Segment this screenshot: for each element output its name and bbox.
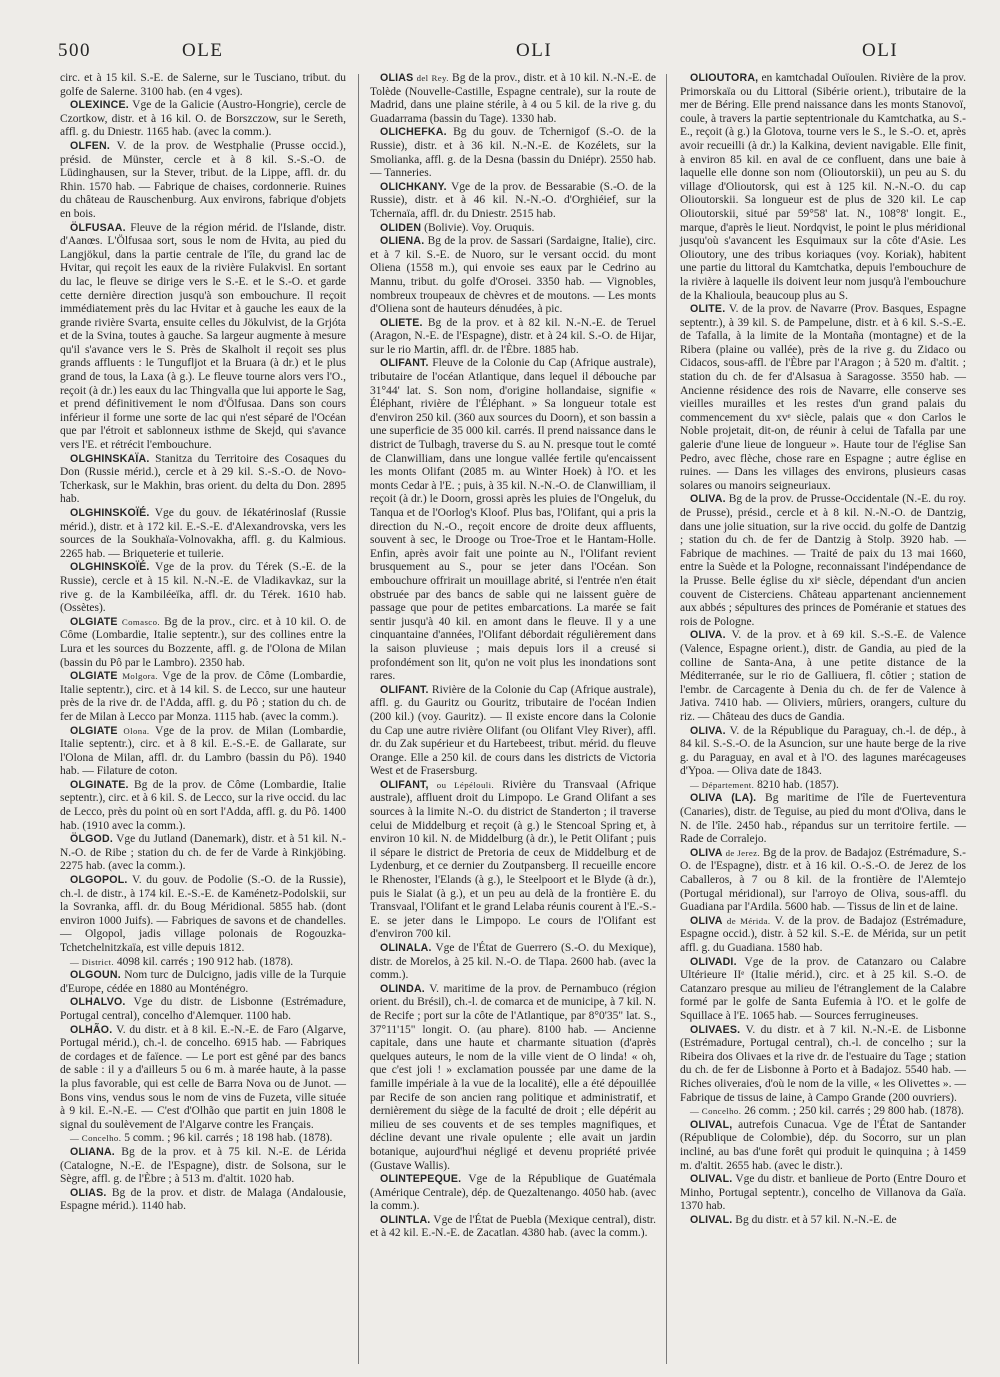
dictionary-entry bbox=[680, 779, 966, 793]
entry-text: 5 comm. ; 96 kil. carrés ; 18 198 hab. (1878). bbox=[124, 1132, 333, 1145]
entry-headword: OLIFANT, bbox=[380, 778, 429, 791]
column-rule-2 bbox=[666, 74, 667, 1364]
dictionary-entry bbox=[680, 847, 966, 915]
entry-qualifier: Comasco. bbox=[121, 616, 160, 627]
entry-headword: ÖLGOD. bbox=[70, 833, 113, 846]
entry-text: 26 comm. ; 250 kil. carrés ; 29 800 hab. (1878). bbox=[744, 1105, 964, 1118]
dictionary-entry bbox=[60, 956, 346, 970]
entry-headword: OLHALVO. bbox=[70, 996, 126, 1009]
dictionary-entry bbox=[60, 670, 346, 724]
entry-headword: OLINTLA. bbox=[380, 1213, 431, 1226]
entry-headword: ÖLFUSAA. bbox=[70, 221, 126, 234]
entry-text: en kamtchadal Ouïoulen. Rivière de la prov. Primorskaïa ou du Littoral (Sibérie orient.), tributaire de la mer de Béring. Elle prend naissance dans les monts Stanovoï, coule, à travers la partie septentrionale du Kamtchatka, au S.-E., reçoit (à g.) la Glotova, tourne vers le S., le S.-O. et, après avoir recueilli (à dr.) la Kalkina, devient navigable. Elle finit, à environ 85 kil. en aval de ce confluent, dans une baie à laquelle elle donne son nom (Olioutorskii), un peu au S. du village d'Olioutorsk, qui est à 125 kil. N.-N.-O. du cap Olioutorskii. Sa longueur est de plus de 320 kil. Le cap Olioutorskii, situé par 59°58' lat. N., 108°8' longit. E., marque, d'après le lieut. Nordqvist, le point le plus méridional jusqu'où s'avancent les Esquimaux sur la côte d'Asie. Les Olioutory, une des tribus koriaques (voy. Koriak), habitent une partie du littoral du Kamtchatka, depuis l'embouchure de la rivière à laquelle ils doivent leur nom jusqu'à l'embouchure de la Khalioula, beaucoup plus au S. bbox=[680, 72, 966, 302]
entry-text: V. maritime de la prov. de Pernambuco (région orient. du Brésil), ch.-l. de comarca et de municipe, à 7 kil. N. de Recife ; port sur la côte de l'Atlantique, par 8°0'35" lat. S., 37°11'15" longit. O. (au phare). 8100 hab. — Ancienne capitale, dans une haute et charmante situation (d'après quelques auteurs, le nom de la ville vient de O linda! « oh, que c'est joli ! » exclamation poussée par une dame de la famille impériale à la vue de la localité), elle a été dépouillée par Recife de son ancien rang politique et administratif, et dernièrement du siège de la faculté de droit ; elle dépérit au milieu de ses couvents et de ses temples magnifiques, et décline devant une rivale opulente ; elle avait un jardin botanique, aujourd'hui négligé et devenu propriété privée (Gustave Wallis). bbox=[370, 982, 656, 1172]
dictionary-entry bbox=[680, 915, 966, 956]
entry-text: Bg de la prov., distr. et à 10 kil. N.-N.-E. de Tolède (Nouvelle-Castille, Espagne centrale), sur la route de Madrid, dans une plaine stérile, à 4 ou 5 kil. de la rive g. du Guadarrama (bassin du Tage). 1330 hab. bbox=[370, 72, 657, 125]
page-number: 500 bbox=[58, 40, 91, 61]
entry-headword: OLEXINCE. bbox=[70, 99, 129, 112]
entry-text: Bg maritime de l'île de Fuerteventura (Canaries), distr. de Teguise, au pied du mont d'Oliva, dans le N. de l'île. 2450 hab., répandus sur un territoire fertile. — Rade de Corralejo. bbox=[680, 792, 966, 846]
entry-text: V. de la République du Paraguay, ch.-l. de dép., à 84 kil. S.-S.-O. de la Asuncion, sur une haute berge de la rive g. du Paraguay, en aval et à l'O. des lagunes marécageuses d'Ypoa. — Oliva date de 1843. bbox=[680, 724, 967, 778]
entry-headword: OLIVA. bbox=[690, 629, 726, 642]
dictionary-entry bbox=[60, 561, 346, 615]
running-head-left: OLE bbox=[182, 40, 224, 61]
entry-text: Vge de la prov. du Térek (S.-E. de la Russie), cercle et à 15 kil. N.-N.-E. de Vladikavkaz, sur la rive g. de la Kambiléeïka, affl. dr. du Térek. 1610 hab. (Ossètes). bbox=[60, 561, 346, 615]
entry-qualifier: ou Lépélouli. bbox=[436, 779, 495, 790]
running-head-center: OLI bbox=[516, 40, 553, 61]
dictionary-entry bbox=[680, 629, 966, 724]
entry-text: Bg de la prov. et distr. de Malaga (Andalousie, Espagne mérid.). 1140 hab. bbox=[60, 1186, 347, 1213]
dictionary-entry bbox=[680, 1024, 966, 1106]
entry-text: V. de la prov. de Badajoz (Estrémadure, Espagne occid.), distr. à 52 kil. S.-E. de Mérida, sur un petit affl. g. du Guadiana. 1580 hab. bbox=[680, 914, 966, 954]
dictionary-entry bbox=[60, 72, 346, 99]
entry-headword: OLIVA (LA). bbox=[690, 792, 757, 805]
entry-headword: OLINALA. bbox=[380, 942, 432, 954]
text-column-right bbox=[680, 72, 966, 1227]
entry-text: Vge de la prov. de Milan (Lombardie, Italie septentr.), circ. et à 8 kil. E.-S.-E. de Gallarate, sur l'Olona de Milan, affl. dr. du Lambro (bassin du Pô). 1940 hab. — Filature de coton. bbox=[60, 724, 346, 778]
entry-text: V. du gouv. de Podolie (S.-O. de la Russie), ch.-l. de distr., à 174 kil. E.-S.-E. de Kaménetz-Podolskii, sur la Sovranka, affl. dr. du Boug Méridional. 5855 hab. (dont environ 1000 Juifs). — Fabriques de savons et de chandelles. — Olgopol, jadis village polonais de Rogouzka-Tchetchelnitzkaïa, est ville depuis 1812. bbox=[60, 874, 346, 954]
entry-text: Vge du Jutland (Danemark), distr. et à 51 kil. N.-N.-O. de Ribe ; station du ch. de fer de Varde à Rinkjöbing. 2275 hab. (avec la comm.). bbox=[60, 833, 346, 873]
dictionary-entry bbox=[680, 493, 966, 629]
dictionary-entry bbox=[60, 725, 346, 779]
running-head-right: OLI bbox=[862, 40, 899, 61]
entry-text: Bg du distr. et à 57 kil. N.-N.-E. de bbox=[735, 1213, 897, 1226]
entry-headword: OLINTEPEQUE. bbox=[380, 1173, 462, 1186]
dictionary-entry bbox=[60, 779, 346, 833]
entry-text: Bg de la prov., circ. et à 10 kil. O. de Côme (Lombardie, Italie septentr.), sur des collines entre la Lura et les sources du Bozzente, affl. g. de l'Olona de Milan (bassin du Pô par le Lambro). 2350 hab. bbox=[60, 615, 347, 669]
entry-text: Vge de la Galicie (Austro-Hongrie), cercle de Czortkow, distr. et à 16 kil. O. de Borszczow, sur le Sereth, affl. g. du Dniestr. 1165 hab. (avec la comm.). bbox=[60, 99, 346, 139]
dictionary-entry bbox=[680, 1119, 966, 1173]
dictionary-entry bbox=[60, 874, 346, 956]
dictionary-entry bbox=[370, 181, 656, 222]
entry-headword: OLIFANT. bbox=[380, 683, 429, 696]
entry-text: Vge de la prov. de Catanzaro ou Calabre Ultérieure IIᵉ (Italie mérid.), circ. et à 25 kil. S.-O. de Catanzaro presque au milieu de l'étranglement de la Calabre formé par le golfe de Santa Eufemia à l'O. et le golfe de Squillace à l'E. 1065 hab. — Sources ferrugineuses. bbox=[680, 955, 966, 1022]
entry-qualifier: de Jerez. bbox=[725, 847, 761, 858]
entry-headword: OLIVA bbox=[690, 914, 723, 927]
entry-headword: OLGHINSKOÏÉ. bbox=[70, 561, 150, 574]
entry-qualifier: Olona. bbox=[123, 725, 150, 736]
entry-text: Vge du distr. et banlieue de Porto (Entre Douro et Minho, Portugal septentr.), concelho de Villanova da Gaïa. 1370 hab. bbox=[680, 1173, 967, 1213]
entry-headword: OLIAS. bbox=[70, 1186, 107, 1199]
entry-text: circ. et à 15 kil. S.-E. de Salerne, sur le Tusciano, tribut. du golfe de Salerne. 3100 hab. (en 4 vges). bbox=[60, 72, 346, 98]
entry-text: Bg de la prov. de Côme (Lombardie, Italie septentr.), circ. et à 6 kil. S. de Lecco, sur la rive occid. du lac de Lecco, près du point où en sort l'Adda, affl. g. du Pô. 1400 hab. (1910 avec la comm.). bbox=[60, 778, 347, 832]
entry-text: V. de la prov. de Navarre (Prov. Basques, Espagne septentr.), à 39 kil. S. de Pampelune, distr. et à 6 kil. S.-S.-E. de Tafalla, à la limite de la Montaña (montagne) et de la Ribera (plaine ou vallée), près de la rive g. du Zidaco ou Cidacos, sous-affl. de l'Èbre par l'Aragon ; à 520 m. d'altit. ; station du ch. de fer d'Alsasua à Saragosse. 3550 hab. — Ancienne résidence des rois de Navarre, elle conserve ses vieilles murailles et les restes d'un grand palais du commencement du xvᵉ siècle, palais que « don Carlos le Noble projetait, dit-on, de réunir à celui de Tafalla par une galerie d'une lieue de longueur ». Haute tour de l'église San Pedro, avec flèche, chose rare en Espagne ; autre église en ruines. — Dans les villages des environs, plusieurs casas solares ou manoirs seigneuriaux. bbox=[680, 303, 966, 492]
entry-text: Fleuve de la Colonie du Cap (Afrique australe), tributaire de l'océan Atlantique, dans lequel il débouche par 31°44' lat. S. Son nom, d'origine hollandaise, signifie « Éléphant, rivière de l'Éléphant. » Sa longueur totale est d'environ 250 kil. (360 aux sources du Doorn), et son bassin a une superficie de 35 000 kil. carrés. Il prend naissance dans le district de Tulbagh, traverse du S. au N. presque tout le comté de Clanwilliam, dans une longue vallée fertile qu'encaissent les monts Olifant (2085 m. au Winter Hoek) à l'O. et les monts Cedar à l'E. ; puis, à 35 kil. N.-N.-O. de Clanwilliam, il reçoit (à dr.) le Doorn, grossi après les pluies de l'Ongeluk, du Tanqua et de l'Oorlog's Kloof. Plus bas, l'Olifant, qui a pris la direction du N.-O., reçoit encore de droite deux affluents, souvent à sec, le Drooge ou Troe-Troe et le Hantam-Holle. Enfin, après avoir fait une pointe au N., l'Olifant revient brusquement au S., pour se jeter dans l'Océan. Son embouchure offrirait un mouillage abrité, si l'entrée n'en était obstruée par des bancs de sable qui ne laissent guère de passage que pour de petites embarcations. La marée se fait sentir jusqu'à 40 kil. en amont dans le fleuve. Il y a une cinquantaine d'années, l'Olifant débordait régulièrement dans la saison pluvieuse ; mais depuis lors il a creusé si profondément son lit, qu'on ne voit plus les inondations sont rares. bbox=[370, 357, 656, 683]
entry-text: (Bolivie). Voy. Oruquis. bbox=[424, 221, 535, 234]
entry-headword: OLIENA. bbox=[380, 235, 425, 248]
text-column-left bbox=[60, 72, 346, 1214]
entry-text: Nom turc de Dulcigno, jadis ville de la Turquie d'Europe, cédée en 1880 au Monténégro. bbox=[60, 969, 346, 995]
dictionary-entry bbox=[370, 235, 656, 317]
entry-text: autrefois Cunacua. Vge de l'État de Santander (République de Colombie), dép. du Socorro, sur un plan incliné, au bas d'une forêt qui produit le quinquina ; à 1459 m. d'altit. 2655 hab. (avec le distr.). bbox=[680, 1118, 966, 1172]
entry-headword: OLIVAL. bbox=[690, 1213, 733, 1226]
entry-headword: OLGIATE bbox=[70, 670, 118, 683]
dictionary-entry bbox=[680, 725, 966, 779]
dictionary-entry bbox=[60, 140, 346, 222]
entry-headword: OLIVA bbox=[690, 846, 723, 859]
dictionary-entry bbox=[370, 983, 656, 1173]
entry-headword: OLIANA. bbox=[70, 1145, 115, 1158]
entry-headword: OLGIATE bbox=[70, 724, 118, 737]
entry-text: Bg de la prov. et à 75 kil. N.-E. de Lérida (Catalogne, N.-E. de l'Espagne), distr. de Solsona, sur le Sègre, affl. g. de l'Èbre ; à 513 m. d'altit. 1020 hab. bbox=[60, 1145, 346, 1186]
dictionary-entry bbox=[60, 616, 346, 670]
entry-text: 4098 kil. carrés ; 190 912 hab. (1878). bbox=[116, 955, 294, 968]
entry-headword: OLITE. bbox=[690, 303, 726, 316]
entry-text: Vge du gouv. de Iékatérinoslaf (Russie mérid.), distr. et à 172 kil. E.-S.-E. d'Alexandrovska, vers les sources de la Soukhaïa-Volnovakha, affl. g. du Kalmious. 2265 hab. — Briqueterie et tuilerie. bbox=[60, 507, 347, 560]
entry-text: Bg de la prov. de Prusse-Occidentale (N.-E. du roy. de Prusse), présid., cercle et à 8 kil. N.-N.-O. de Dantzig, dans une jolie situation, sur la rive occid. du golfe de Dantzig ; station du ch. de fer de Dantzig à Stolp. 3920 hab. — Fabrique de machines. — Traité de paix du 13 mai 1660, entre la Suède et la Pologne, reconnaissant l'indépendance de la Prusse. Belle église du xiᵉ siècle, dépendant d'un ancien couvent de Cisterciens. Château appartenant anciennement aux abbés ; sépultures des princes de Poméranie et statues des rois de Pologne. bbox=[680, 493, 967, 628]
entry-headword: OLGHINSKOÏÉ. bbox=[70, 507, 150, 519]
entry-headword: OLIVAES. bbox=[690, 1023, 741, 1036]
entry-headword: OLICHKANY. bbox=[380, 180, 447, 193]
entry-headword: OLGINATE. bbox=[70, 778, 129, 791]
entry-text: V. de la prov. de Westphalie (Prusse occid.), présid. de Münster, cercle et à 8 kil. S.-S.-O. de Lüdinghausen, sur la Stever, tribut. de la Lippe, affl. dr. du Rhin. 1570 hab. — Fabrique de chaises, cordonnerie. Ruines du château de Rauschenburg. Aux environs, fabrique d'objets en bois. bbox=[60, 139, 347, 220]
entry-headword: OLIVAL, bbox=[690, 1118, 733, 1131]
entry-qualifier: de Mérida. bbox=[726, 915, 771, 926]
column-rule-1 bbox=[358, 74, 359, 1364]
entry-headword: OLICHEFKA. bbox=[380, 126, 447, 139]
entry-text: Vge de la République de Guatémala (Amérique Centrale), dép. de Quezaltenango. 4050 hab. (avec la comm.). bbox=[370, 1173, 656, 1213]
entry-text: Bg de la prov. et à 82 kil. N.-N.-E. de Teruel (Aragon, N.-E. de l'Espagne), distr. et à 24 kil. S.-O. de Hijar, sur le rio Martin, affl. dr. de l'Èbre. 1885 hab. bbox=[370, 316, 656, 356]
text-column-middle bbox=[370, 72, 656, 1241]
dictionary-entry bbox=[60, 453, 346, 507]
entry-headword: OLIVA. bbox=[690, 724, 726, 737]
dictionary-entry bbox=[60, 1132, 346, 1146]
entry-text: V. du distr. et à 8 kil. E.-N.-E. de Faro (Algarve, Portugal mérid.), ch.-l. de concelho. 6915 hab. — Fabriques de cordages et de faïence. — Le port est gêné par des bancs de sable : il y a d'ailleurs 5 ou 6 m. à marée haute, à la passe la plus favorable, qui est celle de Barra Nova ou de Junot. — Bons vins, vendus sous le nom de vins de Fuzeta, ville située à 9 kil. E.-N.-E. — C'est d'Olhão que partit en juin 1808 le signal du soulèvement de l'Algarve contre les Français. bbox=[60, 1023, 346, 1131]
entry-qualifier: — Département. bbox=[690, 779, 755, 790]
entry-qualifier: Molgora. bbox=[122, 671, 158, 682]
entry-text: Vge de l'État de Guerrero (S.-O. du Mexique), distr. de Morelos, à 25 kil. N.-O. de Tlapa. 2600 hab. (avec la comm.). bbox=[370, 942, 656, 982]
entry-text: Vge du distr. de Lisbonne (Estrémadure, Portugal central), concelho d'Alemquer. 1100 hab. bbox=[60, 996, 346, 1022]
entry-text: Vge de l'État de Puebla (Mexique central), distr. et à 42 kil. E.-N.-E. de Zacatlan. 4380 hab. (avec la comm.). bbox=[370, 1213, 656, 1240]
dictionary-entry bbox=[370, 1214, 656, 1241]
dictionary-entry bbox=[60, 969, 346, 996]
dictionary-entry bbox=[680, 72, 966, 303]
entry-qualifier: — District. bbox=[70, 956, 114, 967]
dictionary-entry bbox=[370, 357, 656, 683]
entry-qualifier: del Rey. bbox=[416, 73, 449, 83]
dictionary-entry bbox=[680, 1105, 966, 1119]
entry-text: V. du distr. et à 7 kil. N.-N.-E. de Lisbonne (Estrémadure, Portugal central), ch.-l. de concelho ; sur la Ribeira dos Olivaes et la rive dr. de l'estuaire du Tage ; station du ch. de fer de Lisbonne à Porto et à Badajoz. 5540 hab. — Riches oliveraies, d'où le nom de la ville, « les Olivettes ». — Fabrique de tissus de laine, à Campo Grande (200 ouvriers). bbox=[680, 1023, 967, 1104]
entry-text: 8210 hab. (1857). bbox=[757, 778, 839, 791]
dictionary-entry bbox=[60, 1024, 346, 1133]
dictionary-entry bbox=[680, 956, 966, 1024]
dictionary-entry bbox=[370, 779, 656, 942]
entry-text: Rivière du Transvaal (Afrique australe), affluent droit du Limpopo. Le Grand Olifant a ses sources à la limite N.-O. du district de Standerton ; il traverse celui de Middelburg et reçoit (à g.) le Stencoal Spring et, à environ 10 kil. N. de Middelburg (à dr.), le Petit Olifant ; puis il sépare le district de Pretoria de ceux de Middelburg et de Lydenburg, et ce dernier du Zoutpansberg. Il recueille encore le Rhenoster, l'Elands (à g.), le Steelpoort et le Blyde (à dr.), puis le Sialat (à g.), et un peu au delà de la frontière E. du Transvaal, l'Olifant et le grand Lelaba réunis courent à l'E.-S.-E. se jeter dans le Limpopo. Le cours de l'Olifant est d'environ 700 kil. bbox=[370, 778, 657, 941]
entry-headword: OLFEN. bbox=[70, 139, 111, 152]
dictionary-entry bbox=[680, 1173, 966, 1214]
dictionary-entry bbox=[680, 792, 966, 846]
dictionary-entry bbox=[680, 1214, 966, 1228]
entry-headword: OLIOUTORA, bbox=[690, 72, 759, 84]
entry-headword: OLGIATE bbox=[70, 615, 118, 628]
entry-headword: OLIDEN bbox=[380, 221, 422, 234]
dictionary-entry bbox=[370, 317, 656, 358]
entry-headword: OLINDA. bbox=[380, 982, 425, 995]
dictionary-entry bbox=[60, 99, 346, 140]
dictionary-entry bbox=[60, 222, 346, 453]
entry-text: Bg de la prov. de Sassari (Sardaigne, Italie), circ. et à 7 kil. S.-E. de Nuoro, sur le versant occid. du mont Oliena (1558 m.), qui envoie ses eaux par le Cedrino au Mannu, tribut. du golfe d'Orosei. 3350 hab. — Vignobles, nombreux troupeaux de chèvres et de moutons. — Les monts d'Oliena sont de hauteurs dénudées, à pic. bbox=[370, 235, 657, 316]
entry-text: Bg de la prov. de Badajoz (Estrémadure, S.-O. de l'Espagne), distr. et à 16 kil. O.-S.-O. de Jerez de los Caballeros, à 7 ou 8 kil. de la frontière de l'Alemtejo (Portugal méridional), sur l'arroyo de Oliva, sous-affl. du Guadiana par l'Ardila. 5600 hab. — Tissus de lin et de laine. bbox=[680, 846, 967, 914]
dictionary-entry bbox=[680, 303, 966, 493]
dictionary-entry bbox=[370, 72, 656, 126]
entry-headword: OLIAS bbox=[380, 72, 414, 84]
entry-text: V. de la prov. et à 69 kil. S.-S.-E. de Valence (Valence, Espagne orient.), distr. de Gandia, au pied de la colline de Santa-Ana, à une petite distance de la Méditerranée, sur le rio de Galliuera, fl. côtier ; station de l'embr. de Carcagente à Denia du ch. de fer de Valence à Jativa. 7410 hab. — Oliviers, mûriers, orangers, culture du riz. — Château des ducs de Gandia. bbox=[680, 629, 966, 723]
entry-text: Rivière de la Colonie du Cap (Afrique australe), affl. g. du Gauritz ou Gouritz, tributaire de l'océan Indien (200 kil.) (voy. Gauritz). — Il existe encore dans la Colonie du Cap une autre rivière Olifant (ou Olifant Vley River), affl. dr. du Zak supérieur et du Hartebeest, tribut. mérid. du fleuve Orange. Elle a 250 kil. de cours dans les districts de Victoria West et de Frasersburg. bbox=[370, 683, 657, 778]
entry-headword: OLGOPOL. bbox=[70, 874, 128, 887]
dictionary-entry bbox=[370, 684, 656, 779]
dictionary-entry bbox=[370, 942, 656, 983]
entry-text: Bg du gouv. de Tchernigof (S.-O. de la Russie), distr. et à 36 kil. N.-N.-E. de Kozélets, sur la Smolianka, affl. g. de la Desna (bassin du Dniépr). 2550 hab. — Tanneries. bbox=[370, 126, 656, 180]
entry-text: Vge de la prov. de Bessarabie (S.-O. de la Russie), distr. et à 46 kil. N.-N.-O. d'Orghiéief, sur la Tchernaïa, affl. dr. du Dniestr. 2515 hab. bbox=[370, 180, 657, 220]
dictionary-entry bbox=[60, 996, 346, 1023]
entry-headword: OLIVA. bbox=[690, 493, 726, 506]
entry-headword: OLHÃO. bbox=[70, 1023, 113, 1036]
dictionary-entry bbox=[60, 1146, 346, 1187]
dictionary-entry bbox=[60, 833, 346, 874]
entry-headword: OLIFANT. bbox=[380, 357, 429, 370]
dictionary-entry bbox=[60, 1187, 346, 1214]
entry-text: Vge de la prov. de Côme (Lombardie, Italie septentr.), circ. et à 14 kil. S. de Lecco, sur une hauteur près de la rive dr. de l'Adda, affl. g. du Pô ; station du ch. de fer de Milan à Lecco par Monza. 1115 hab. (avec la comm.). bbox=[60, 670, 346, 723]
dictionary-entry bbox=[370, 222, 656, 236]
entry-headword: OLIVADI. bbox=[690, 955, 737, 968]
entry-headword: OLIVAL. bbox=[690, 1173, 733, 1186]
entry-qualifier: — Concelho. bbox=[70, 1133, 122, 1144]
entry-text: Stanitza du Territoire des Cosaques du Don (Russie mérid.), cercle et à 29 kil. S.-S.-O. de Novo-Tcherkask, sur le Makhin, bras orient. du delta du Don. 2895 hab. bbox=[60, 452, 347, 506]
dictionary-entry bbox=[370, 1173, 656, 1214]
dictionary-entry bbox=[60, 507, 346, 561]
entry-headword: OLGOUN. bbox=[70, 969, 121, 982]
entry-qualifier: — Concelho. bbox=[690, 1106, 742, 1117]
entry-headword: OLGHINSKAÏA. bbox=[70, 452, 150, 465]
entry-headword: OLIETE. bbox=[380, 316, 423, 329]
dictionary-entry bbox=[370, 126, 656, 180]
entry-text: Fleuve de la région mérid. de l'Islande, distr. d'Aanœs. L'Ölfusaa sort, sous le nom de Hvita, au pied du Langjökul, dans la partie centrale de l'île, du grand lac de Hvitar, qui reçoit les eaux de la rivière Fulakvisl. En sortant du lac, le fleuve se dirige vers le S.-E. et le S.-O. et garde cette dernière direction jusqu'à son embouchure. Il reçoit immédiatement près du lac Hvitar et à gauche les eaux de la grande rivière Svarta, ensuite celles du Jökulvist, de la Grjóta et de la Svina, toutes à gauche. Sa largeur augmente à mesure qu'il s'avance vers le S. Près de Skalholt il reçoit ses plus grands affluents : le Tungufljot et la Bruara (à dr.) et le plus grand de tous, la Laxa (à g.). Le fleuve tourne alors vers l'O., reçoit (à dr.) les eaux du lac Thingvalla que lui apporte le Sag, et prend définitivement le nom d'Ölfusaa. Dans son cours inférieur il forme une sorte de lac qui n'est séparé de l'Océan que par l'étroit et sablonneux isthme de Skejd, qui s'avance vers l'E. et rétrécit l'embouchure. bbox=[60, 221, 347, 452]
